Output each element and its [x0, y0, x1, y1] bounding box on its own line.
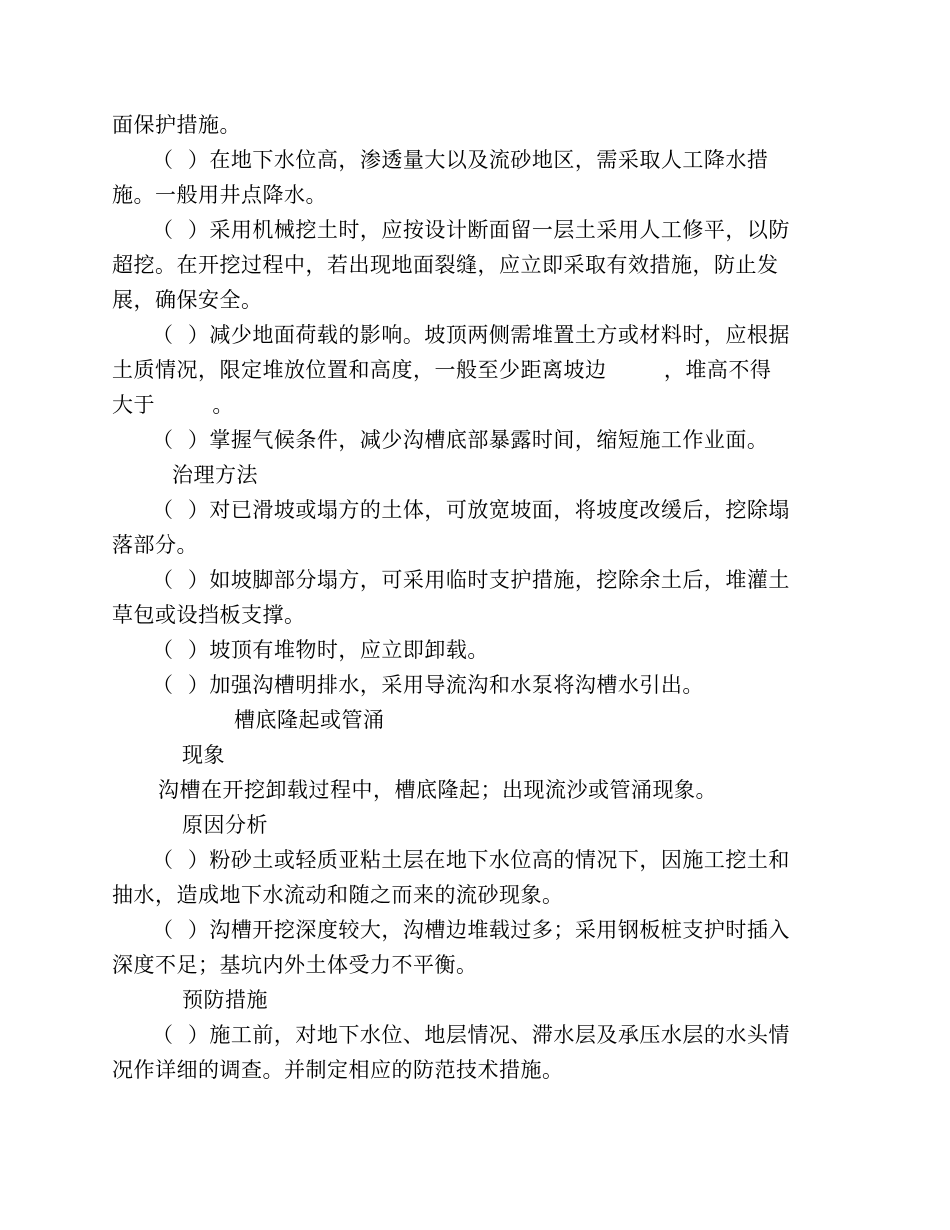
section-title: 槽底隆起或管涌 [234, 708, 385, 732]
text-line: 况作详细的调查。并制定相应的防范技术措施。 [112, 1058, 564, 1082]
text-line: 施。一般用井点降水。 [112, 183, 327, 207]
text-line: 落部分。 [112, 533, 198, 557]
text-line: （ ）坡顶有堆物时，应立即卸载。 [152, 638, 489, 662]
section-heading: 预防措施 [182, 988, 268, 1012]
text-line: （ ）减少地面荷载的影响。坡顶两侧需堆置土方或材料时，应根据 [152, 323, 790, 347]
text-line: （ ）掌握气候条件，减少沟槽底部暴露时间，缩短施工作业面。 [152, 428, 769, 452]
text-line: 深度不足；基坑内外土体受力不平衡。 [112, 953, 478, 977]
text-line: （ ）在地下水位高，渗透量大以及流砂地区，需采取人工降水措 [152, 148, 769, 172]
text-line: （ ）如坡脚部分塌方，可采用临时支护措施，挖除余土后，堆灌土 [152, 568, 790, 592]
text-line: 超挖。在开挖过程中，若出现地面裂缝，应立即采取有效措施，防止发 [112, 253, 779, 277]
text-line: （ ）施工前，对地下水位、地层情况、滞水层及承压水层的水头情 [152, 1023, 790, 1047]
text-line: （ ）粉砂土或轻质亚粘土层在地下水位高的情况下，因施工挖土和 [152, 848, 790, 872]
text-line: 抽水，造成地下水流动和随之而来的流砂现象。 [112, 883, 564, 907]
section-heading: 治理方法 [172, 463, 258, 487]
text-line: （ ）对已滑坡或塌方的土体，可放宽坡面，将坡度改缓后，挖除塌 [152, 498, 790, 522]
text-line: （ ）沟槽开挖深度较大，沟槽边堆载过多；采用钢板桩支护时插入 [152, 918, 790, 942]
text-line: （ ）采用机械挖土时，应按设计断面留一层土采用人工修平，以防 [152, 218, 790, 242]
text-line: 大于 。 [112, 393, 234, 417]
text-line: 土质情况，限定堆放位置和高度，一般至少距离坡边 ，堆高不得 [112, 358, 772, 382]
text-line: 草包或设挡板支撑。 [112, 603, 306, 627]
section-heading: 现象 [182, 743, 225, 767]
text-line: （ ）加强沟槽明排水，采用导流沟和水泵将沟槽水引出。 [152, 673, 704, 697]
text-line: 面保护措施。 [112, 113, 241, 137]
section-heading: 原因分析 [182, 813, 268, 837]
text-line: 沟槽在开挖卸载过程中，槽底隆起；出现流沙或管涌现象。 [158, 778, 717, 802]
text-line: 展，确保安全。 [112, 288, 263, 312]
